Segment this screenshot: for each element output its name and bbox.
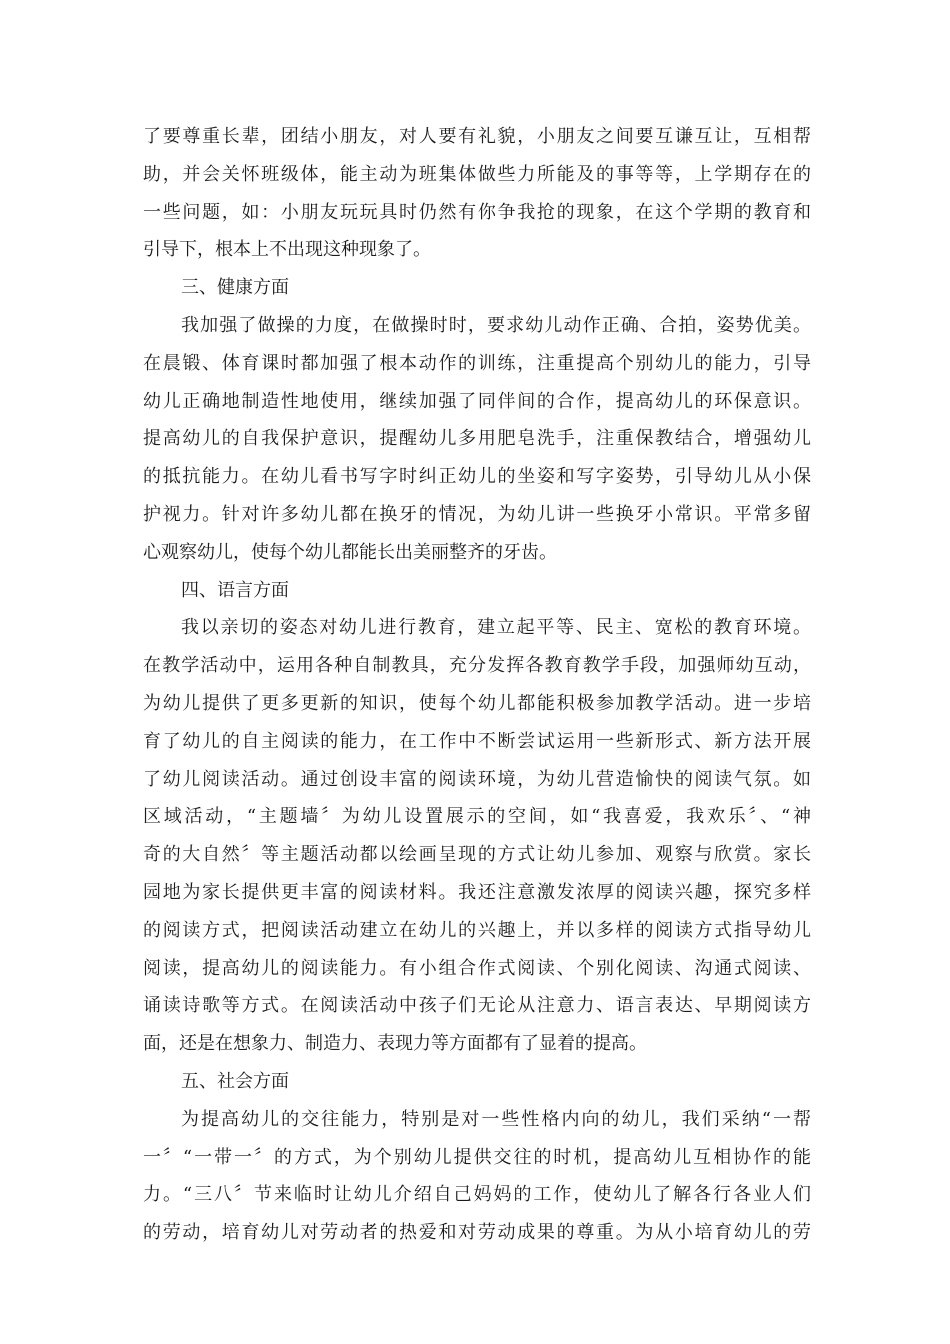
paragraph-line: 幼儿正确地制造性地使用，继续加强了同伴间的合作，提高幼儿的环保意识。: [143, 390, 811, 412]
paragraph-line: 一些问题，如：小朋友玩玩具时仍然有你争我抢的现象，在这个学期的教育和: [143, 201, 811, 223]
paragraph-line: 一〞“一带一〞的方式，为个别幼儿提供交往的时机，提高幼儿互相协作的能: [143, 1146, 811, 1168]
paragraph-last-line: 面，还是在想象力、制造力、表现力等方面都有了显着的提高。: [143, 1033, 647, 1055]
section-heading: 四、语言方面: [181, 579, 289, 601]
paragraph-first-line: 我加强了做操的力度，在做操时时，要求幼儿动作正确、合拍，姿势优美。: [181, 314, 811, 336]
paragraph-line: 育了幼儿的自主阅读的能力，在工作中不断尝试运用一些新形式、新方法开展: [143, 730, 811, 752]
paragraph-last-line: 心观察幼儿，使每个幼儿都能长出美丽整齐的牙齿。: [143, 541, 557, 563]
paragraph-last-line: 引导下，根本上不出现这种现象了。: [143, 239, 431, 261]
paragraph-line: 了幼儿阅读活动。通过创设丰富的阅读环境，为幼儿营造愉快的阅读气氛。如: [143, 768, 811, 790]
paragraph-line: 力。“三八〞节来临时让幼儿介绍自己妈妈的工作，使幼儿了解各行各业人们: [143, 1184, 811, 1206]
paragraph-line: 阅读，提高幼儿的阅读能力。有小组合作式阅读、个别化阅读、沟通式阅读、: [143, 957, 811, 979]
paragraph-line: 的抵抗能力。在幼儿看书写字时纠正幼儿的坐姿和写字姿势，引导幼儿从小保: [143, 466, 811, 488]
paragraph-line: 护视力。针对许多幼儿都在换牙的情况，为幼儿讲一些换牙小常识。平常多留: [143, 503, 811, 525]
paragraph-line: 区域活动，“主题墙〞为幼儿设置展示的空间，如“我喜爱，我欢乐〞、“神: [143, 806, 811, 828]
section-heading: 三、健康方面: [181, 277, 289, 299]
paragraph-line: 奇的大自然〞等主题活动都以绘画呈现的方式让幼儿参加、观察与欣赏。家长: [143, 844, 811, 866]
paragraph-line: 了要尊重长辈，团结小朋友，对人要有礼貌，小朋友之间要互谦互让，互相帮: [143, 126, 811, 147]
paragraph-line: 提高幼儿的自我保护意识，提醒幼儿多用肥皂洗手，注重保教结合，增强幼儿: [143, 428, 811, 450]
paragraph-line: 的劳动，培育幼儿对劳动者的热爱和对劳动成果的尊重。为从小培育幼儿的劳: [143, 1222, 811, 1244]
paragraph-line: 诵读诗歌等方式。在阅读活动中孩子们无论从注意力、语言表达、早期阅读方: [143, 995, 811, 1017]
document-body: [143, 118, 811, 1252]
paragraph-line: 的阅读方式，把阅读活动建立在幼儿的兴趣上，并以多样的阅读方式指导幼儿: [143, 919, 811, 941]
section-heading: 五、社会方面: [181, 1070, 289, 1092]
paragraph-line: 在晨锻、体育课时都加强了根本动作的训练，注重提高个别幼儿的能力，引导: [143, 352, 811, 374]
paragraph-first-line: 为提高幼儿的交往能力，特别是对一些性格内向的幼儿，我们采纳“一帮: [181, 1108, 811, 1130]
paragraph-line: 园地为家长提供更丰富的阅读材料。我还注意激发浓厚的阅读兴趣，探究多样: [143, 881, 811, 903]
paragraph-line: 为幼儿提供了更多更新的知识，使每个幼儿都能积极参加教学活动。进一步培: [143, 692, 811, 714]
paragraph-line: 在教学活动中，运用各种自制教具，充分发挥各教育教学手段，加强师幼互动，: [143, 655, 811, 677]
paragraph-line: 助，并会关怀班级体，能主动为班集体做些力所能及的事等等，上学期存在的: [143, 163, 811, 185]
paragraph-first-line: 我以亲切的姿态对幼儿进行教育，建立起平等、民主、宽松的教育环境。: [181, 617, 811, 639]
